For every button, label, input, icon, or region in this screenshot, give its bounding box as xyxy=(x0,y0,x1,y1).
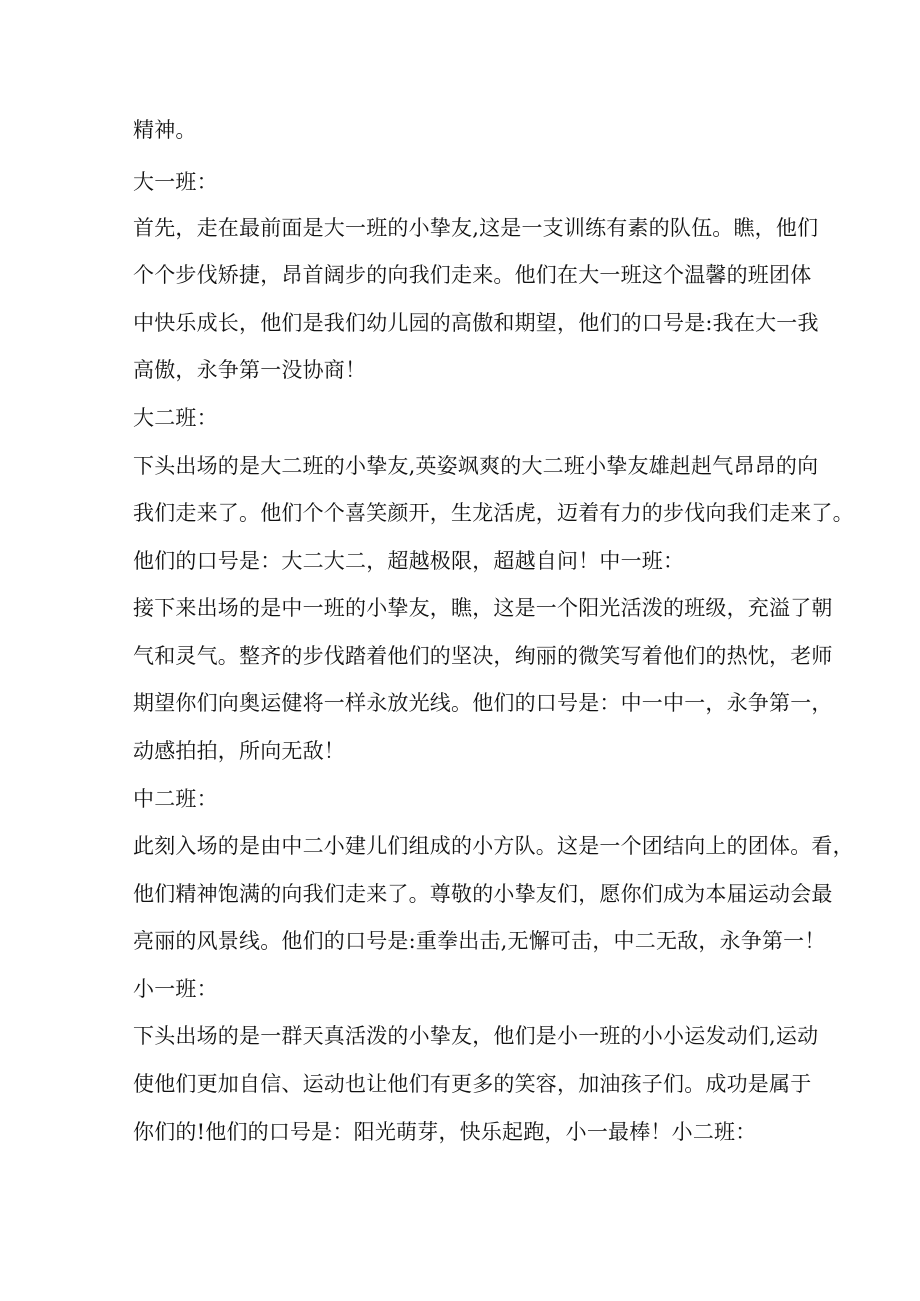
text-line: 动感拍拍，所向无敌！ xyxy=(133,739,345,763)
text-line: 亮丽的风景线。他们的口号是:重拳出击,无懈可击，中二无敌，永争第一！ xyxy=(133,929,826,953)
section-heading: 小一班： xyxy=(133,977,218,1001)
text-line: 下头出场的是大二班的小挚友,英姿飒爽的大二班小挚友雄赳赳气昂昂的向 xyxy=(133,454,819,478)
section-heading: 大一班： xyxy=(133,170,218,194)
text-line: 接下来出场的是中一班的小挚友，瞧，这是一个阳光活泼的班级，充溢了朝 xyxy=(133,596,833,620)
section-heading: 大二班： xyxy=(133,406,218,430)
text-line: 中快乐成长，他们是我们幼儿园的高傲和期望，他们的口号是:我在大一我 xyxy=(133,311,819,335)
text-line: 个个步伐矫捷，昂首阔步的向我们走来。他们在大一班这个温馨的班团体 xyxy=(133,263,812,287)
text-line: 下头出场的是一群天真活泼的小挚友，他们是小一班的小小运发动们,运动 xyxy=(133,1024,819,1048)
text-line: 此刻入场的是由中二小建儿们组成的小方队。这是一个团结向上的团体。看， xyxy=(133,834,854,858)
text-line: 首先，走在最前面是大一班的小挚友,这是一支训练有素的队伍。瞧，他们 xyxy=(133,216,819,240)
text-line: 他们精神饱满的向我们走来了。尊敬的小挚友们，愿你们成为本届运动会最 xyxy=(133,882,833,906)
text-line: 我们走来了。他们个个喜笑颜开，生龙活虎，迈着有力的步伐向我们走来了。 xyxy=(133,501,854,525)
text-line: 精神。 xyxy=(133,118,197,142)
text-line: 你们的!他们的口号是：阳光萌芽，快乐起跑，小一最棒！小二班： xyxy=(133,1120,757,1144)
section-heading: 中二班： xyxy=(133,787,218,811)
text-line: 气和灵气。整齐的步伐踏着他们的坚决，绚丽的微笑写着他们的热忱，老师 xyxy=(133,644,833,668)
text-line: 使他们更加自信、运动也让他们有更多的笑容，加油孩子们。成功是属于 xyxy=(133,1072,812,1096)
text-line: 高傲，永争第一没协商！ xyxy=(133,358,367,382)
text-line: 期望你们向奥运健将一样永放光线。他们的口号是：中一中一，永争第一， xyxy=(133,691,833,715)
text-line: 他们的口号是：大二大二，超越极限，超越自问！中一班： xyxy=(133,549,685,573)
